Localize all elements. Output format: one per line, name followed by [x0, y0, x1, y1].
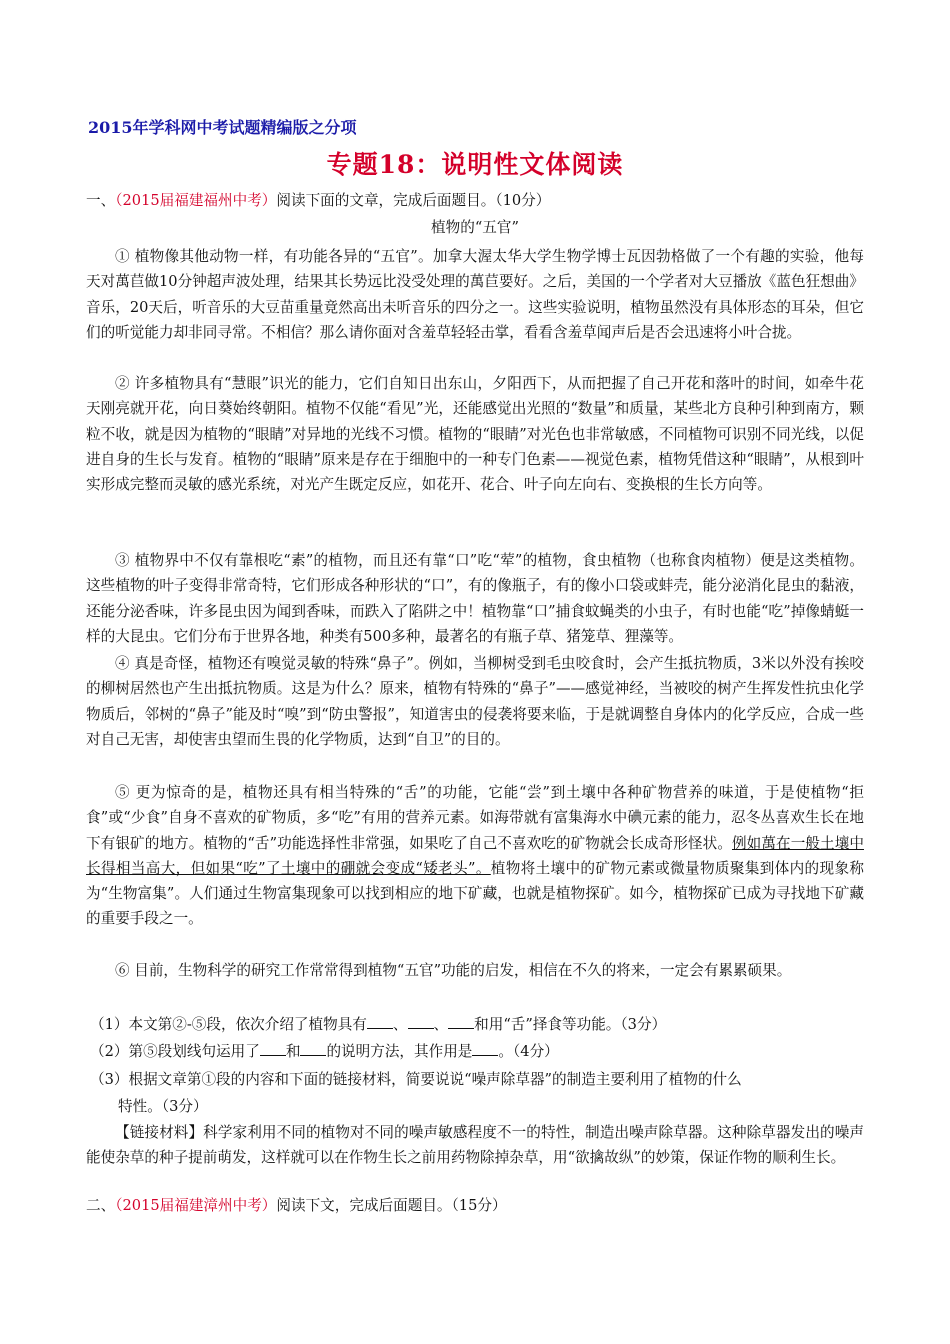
answer-blank[interactable]: [448, 1014, 474, 1029]
article-paragraph-6: ⑥ 目前，生物科学的研究工作常常得到植物“五官”功能的启发，相信在不久的将来，一定会有累累硕果。: [115, 962, 792, 979]
series-header: 2015年学科网中考试题精编版之分项: [88, 118, 357, 137]
article-title: 植物的“五官”: [431, 219, 519, 236]
separator: 、: [433, 1016, 449, 1033]
separator: 、: [392, 1016, 408, 1033]
article-paragraph-4: ④ 真是奇怪，植物还有嗅觉灵敏的特殊“鼻子”。例如，当柳树受到毛虫咬食时，会产生抵抗物质，3米以外没有挨咬的柳树居然也产生出抵抗物质。这是为什么？原来，植物有特殊的“鼻子”——感觉神经，当被咬的树产生挥发性抗虫化学物质后，邻树的“鼻子”能及时“嗅”到“防虫警报”，知道害虫的侵袭将要来临，于是就调整自身体内的化学反应，合成一些对自己无害，却使害虫望而生畏的化学物质，达到“自卫”的目的。: [86, 655, 864, 748]
answer-blank[interactable]: [300, 1041, 326, 1056]
paragraph-5-part-2: 植物将土壤中的矿物元素或微量物质聚集到体内的现象称为“生物富集”。人们通过生物富集现象可以找到相应的地下矿藏，也就是植物探矿。如今，植物探矿已成为寻找地下矿藏的重要手段之一。: [86, 859, 864, 928]
article-paragraph-1: ① 植物像其他动物一样，有功能各异的“五官”。加拿大渥太华大学生物学博士瓦因勃格做了一个有趣的实验，他每天对萬苣做10分钟超声波处理，结果其长势远比没受处理的萬苣要好。之后，美国的一个学者对大豆播放《蓝色狂想曲》音乐，20天后，听音乐的大豆苗重量竟然高出未听音乐的四分之一。这些实验说明，植物虽然没有具体形态的耳朵，但它们的听觉能力却非同寻常。不相信？那么请你面对含羞草轻轻击掌，看看含羞草闻声后是否会迅速将小叶合拢。: [86, 248, 864, 341]
paragraph-5-part-1: ⑤ 更为惊奇的是，植物还具有相当特殊的“舌”的功能，它能“尝”到土壤中各种矿物营养的味道，于是使植物“拒食”或“少食”自身不喜欢的矿物质，多“吃”有用的营养元素。如海带就有富集海水中碘元素的能力，忍冬丛喜欢生长在地下有银矿的地方。植物的“舌”功能选择性非常强，如果吃了自己不喜欢吃的矿物就会长成奇形怪状。: [86, 784, 864, 852]
question-1: [90, 1013, 666, 1034]
article-paragraph-2: ② 许多植物具有“慧眼”识光的能力，它们自知日出东山，夕阳西下，从而把握了自己开花和落叶的时间，如牵牛花天刚亮就开花，向日葵始终朝阳。植物不仅能“看见”光，还能感觉出光照的“数量”和质量，某些北方良种引种到南方，颗粒不收，就是因为植物的“眼睛”对异地的光线不习惯。植物的“眼睛”对光色也非常敏感，不同植物可识别不同光线，以促进自身的生长与发育。植物的“眼睛”原来是存在于细胞中的一种专门色素——视觉色素，植物凭借这种“眼睛”，从根到叶实形成完整而灵敏的感光系统，对光产生既定反应，如花开、花合、叶子向左向右、变换根的生长方向等。: [86, 375, 864, 494]
section1-number: 一、: [86, 192, 116, 209]
section2-source: （2015届福建漳州中考）: [115, 1197, 277, 1214]
section2-heading: [86, 1196, 507, 1216]
answer-blank[interactable]: [367, 1014, 393, 1029]
question-3-line-1: （3）根据文章第①段的内容和下面的链接材料，简要说说“噪声除草器”的制造主要利用了植物的什么: [90, 1071, 742, 1088]
article-paragraph-3: ③ 植物界中不仅有靠根吃“素”的植物，而且还有靠“口”吃“荤”的植物，食虫植物（也称食肉植物）便是这类植物。这些植物的叶子变得非常奇特，它们形成各种形状的“口”，有的像瓶子，有的像小口袋或蚌壳，能分泌消化昆虫的黏液，还能分泌香味，许多昆虫因为闻到香味，而跌入了陷阱之中！植物靠“口”捕食蚊蝇类的小虫子，有时也能“吃”掉像蜻蜓一样的大昆虫。它们分布于世界各地，种类有500多种，最著名的有瓶子草、猪笼草、狸藻等。: [86, 552, 864, 645]
answer-blank[interactable]: [472, 1041, 498, 1056]
question-2-text-a: （2）第⑤段划线句运用了: [90, 1043, 260, 1060]
answer-blank[interactable]: [260, 1041, 286, 1056]
article-paragraph-5: [86, 780, 864, 932]
question-1-text-a: （1）本文第②-⑤段，依次介绍了植物具有: [90, 1016, 367, 1033]
link-material: 【链接材料】科学家利用不同的植物对不同的噪声敏感程度不一的特性，制造出噪声除草器。这种除草器发出的噪声能使杂草的种子提前萌发，这样就可以在作物生长之前用药物除掉杂草，用“欲擒故纵”的妙策，保证作物的顺利生长。: [86, 1124, 864, 1167]
section2-number: 二、: [86, 1197, 116, 1214]
question-1-text-b: 和用“舌”择食等功能。（3分）: [474, 1016, 667, 1033]
underlined-sentence: 例如萬在一般土壤中长得相当高大，但如果“吃”了土壤中的硼就会变成“矮老头”。: [86, 834, 864, 877]
section2-instruction: 阅读下文，完成后面题目。（15分）: [276, 1197, 507, 1214]
question-2-text-c: 。（4分）: [498, 1043, 559, 1060]
section1-source: （2015届福建福州中考）: [115, 192, 277, 209]
question-2: [90, 1040, 559, 1061]
question-2-text-b: 的说明方法，其作用是: [326, 1043, 473, 1060]
page-title: 专题18：说明性文体阅读: [326, 150, 624, 179]
question-3-line-2: 特性。（3分）: [118, 1098, 208, 1115]
section1-heading: [86, 191, 550, 211]
question-2-and: 和: [285, 1043, 301, 1060]
section1-instruction: 阅读下面的文章，完成后面题目。（10分）: [276, 192, 551, 209]
answer-blank[interactable]: [408, 1014, 434, 1029]
